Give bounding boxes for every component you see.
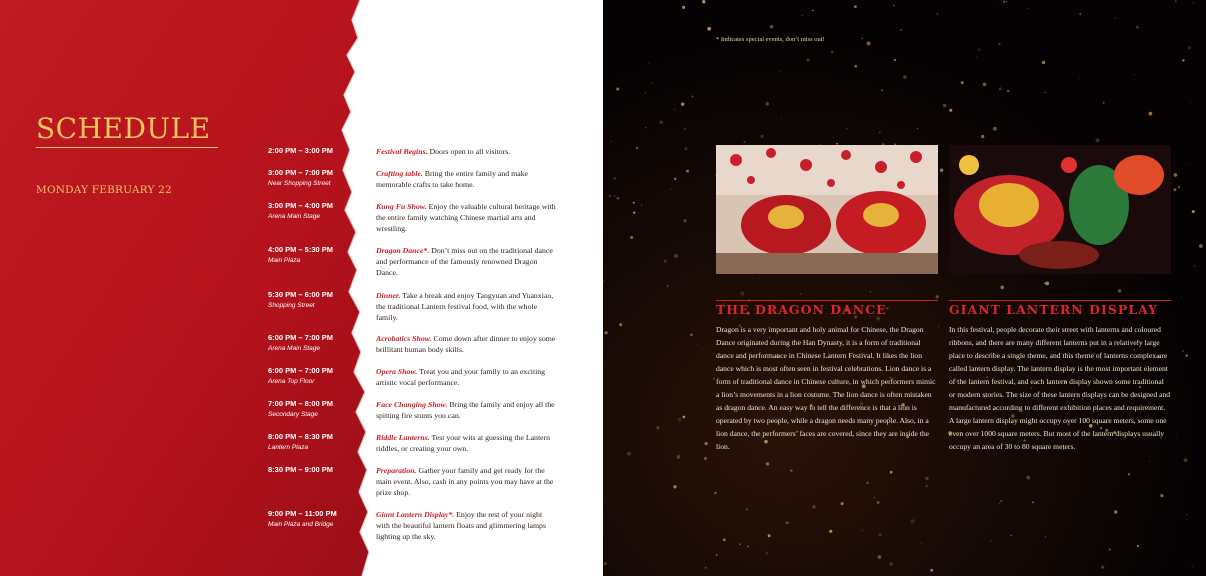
lantern-speck bbox=[879, 132, 881, 134]
lantern-speck bbox=[1003, 1, 1005, 3]
lantern-speck bbox=[674, 178, 676, 180]
event-description bbox=[376, 509, 556, 542]
lantern-speck bbox=[879, 533, 882, 536]
lantern-speck bbox=[1182, 350, 1184, 352]
lantern-speck bbox=[744, 141, 746, 143]
time-text: 6:00 PM – 7:00 PM bbox=[268, 366, 334, 375]
section-divider bbox=[716, 300, 938, 301]
lantern-speck bbox=[1191, 566, 1193, 568]
lantern-speck bbox=[604, 331, 607, 334]
lantern-speck bbox=[1199, 244, 1203, 248]
lantern-speck bbox=[707, 27, 711, 31]
time-text: 2:00 PM – 3:00 PM bbox=[268, 146, 334, 155]
title-divider bbox=[36, 147, 218, 148]
lantern-speck bbox=[627, 452, 631, 456]
lantern-speck bbox=[746, 508, 748, 510]
section-divider bbox=[949, 300, 1171, 301]
lantern-speck bbox=[1007, 90, 1010, 93]
time-entry bbox=[268, 509, 378, 528]
lantern-speck bbox=[636, 147, 638, 149]
lantern-speck bbox=[613, 177, 616, 180]
event-name: Giant Lantern Display*. bbox=[376, 510, 455, 519]
lantern-speck bbox=[763, 550, 764, 551]
lantern-speck bbox=[1079, 13, 1081, 15]
event-description bbox=[376, 146, 556, 157]
lantern-speck bbox=[997, 4, 998, 5]
event-text: Gather your family and get ready for the main event. Also, cash in any points you may have at the prize shop. bbox=[376, 466, 554, 497]
lantern-speck bbox=[1118, 289, 1121, 292]
lantern-speck bbox=[1186, 355, 1188, 357]
time-entry bbox=[268, 168, 378, 187]
lantern-speck bbox=[678, 418, 682, 422]
lantern-speck bbox=[740, 291, 744, 295]
time-text: 6:00 PM – 7:00 PM bbox=[268, 333, 334, 342]
lantern-speck bbox=[1109, 548, 1111, 550]
lantern-speck bbox=[999, 503, 1001, 505]
lantern-speck bbox=[704, 442, 707, 445]
location-text: Lantern Plaza bbox=[268, 444, 309, 451]
lantern-speck bbox=[1173, 188, 1176, 191]
event-description bbox=[376, 432, 556, 454]
lantern-speck bbox=[1178, 186, 1180, 188]
lantern-speck bbox=[667, 285, 669, 287]
event-name: Kung Fu Show. bbox=[376, 202, 427, 211]
lantern-speck bbox=[1136, 26, 1139, 29]
lantern-speck bbox=[664, 260, 667, 263]
time-entry bbox=[268, 201, 378, 220]
page-title: SCHEDULE bbox=[36, 112, 211, 145]
lantern-speck bbox=[1192, 210, 1195, 213]
event-name: Face Changing Show. bbox=[376, 400, 448, 409]
lantern-speck bbox=[936, 295, 939, 298]
lantern-speck bbox=[779, 71, 780, 72]
lantern-speck bbox=[890, 471, 893, 474]
event-name: Festival Begins. bbox=[376, 147, 428, 156]
event-name: Preparation. bbox=[376, 466, 417, 475]
lantern-speck bbox=[990, 540, 991, 541]
location-text: Near Shopping Street bbox=[268, 180, 331, 187]
lantern-speck bbox=[713, 378, 715, 380]
lantern-speck bbox=[813, 505, 816, 508]
lantern-speck bbox=[1000, 500, 1002, 502]
lantern-speck bbox=[940, 169, 943, 172]
lantern-speck bbox=[705, 567, 707, 569]
lantern-speck bbox=[831, 51, 833, 53]
lantern-speck bbox=[1134, 74, 1135, 75]
lantern-speck bbox=[903, 75, 907, 79]
event-text: Come down after dinner to enjoy some brillitant human body skills. bbox=[376, 334, 556, 354]
lantern-speck bbox=[1175, 435, 1176, 436]
lantern-speck bbox=[889, 562, 893, 566]
event-description bbox=[376, 290, 556, 323]
lantern-speck bbox=[983, 82, 987, 86]
lantern-speck bbox=[949, 109, 952, 112]
event-text: Test your wits at guessing the Lantern riddles, or creating your own. bbox=[376, 433, 551, 453]
lantern-speck bbox=[786, 521, 789, 524]
lantern-speck bbox=[641, 204, 643, 206]
location-text: Arena Main Stage bbox=[268, 345, 321, 352]
time-text: 4:00 PM – 5:30 PM bbox=[268, 245, 334, 254]
special-events-note: * Indicates special events, don’t miss out! bbox=[716, 36, 825, 43]
lantern-speck bbox=[614, 195, 615, 196]
event-name: Dinner. bbox=[376, 291, 401, 300]
time-text: 5:30 PM – 6:00 PM bbox=[268, 290, 334, 299]
time-entry bbox=[268, 290, 378, 309]
lantern-speck bbox=[696, 344, 697, 345]
lantern-speck bbox=[714, 492, 716, 494]
lantern-speck bbox=[999, 87, 1002, 90]
location-text: Secondary Stage bbox=[268, 411, 318, 418]
location-text: Main Plaza and Bridge bbox=[268, 521, 334, 528]
event-text: Don’t miss out on the traditional dance and performance of the famously renowned Dragon Dance. bbox=[376, 246, 553, 277]
event-text: Enjoy the valuable cultural heritage with the entire family watching Chinese martial arts and wrestling. bbox=[376, 202, 556, 233]
lantern-speck bbox=[866, 482, 868, 484]
lantern-speck bbox=[938, 326, 939, 327]
lantern-speck bbox=[674, 109, 676, 111]
event-text: Doors open to all visitors. bbox=[427, 147, 511, 156]
lantern-speck bbox=[900, 29, 902, 31]
lantern-speck bbox=[878, 555, 882, 559]
time-entry bbox=[268, 333, 378, 352]
lantern-speck bbox=[976, 57, 977, 58]
lantern-speck bbox=[993, 127, 997, 131]
lantern-speck bbox=[674, 254, 678, 258]
lantern-speck bbox=[1114, 510, 1117, 513]
lantern-speck bbox=[723, 538, 726, 541]
lantern-speck bbox=[893, 5, 894, 6]
lantern-speck bbox=[861, 530, 862, 531]
lantern-speck bbox=[1011, 535, 1012, 536]
lantern-speck bbox=[649, 507, 650, 508]
lantern-speck bbox=[617, 197, 620, 200]
dragon-dance-photo bbox=[716, 145, 938, 274]
lantern-speck bbox=[829, 530, 832, 533]
lantern-speck bbox=[766, 102, 770, 106]
lantern-speck bbox=[652, 82, 653, 83]
event-name: Dragon Dance*. bbox=[376, 246, 430, 255]
time-text: 7:00 PM – 8:00 PM bbox=[268, 399, 334, 408]
lantern-speck bbox=[802, 15, 803, 16]
lantern-speck bbox=[1042, 61, 1045, 64]
lantern-speck bbox=[1181, 296, 1182, 297]
lantern-speck bbox=[660, 121, 663, 124]
lantern-speck bbox=[611, 141, 612, 142]
lantern-speck bbox=[630, 236, 633, 239]
lantern-speck bbox=[812, 10, 814, 12]
lantern-speck bbox=[747, 546, 749, 548]
lantern-speck bbox=[930, 569, 933, 572]
lantern-speck bbox=[608, 194, 611, 197]
location-text: Shopping Street bbox=[268, 302, 315, 309]
location-text: Main Plaza bbox=[268, 257, 301, 264]
event-description bbox=[376, 366, 556, 388]
lantern-speck bbox=[976, 82, 977, 83]
event-text: Take a break and enjoy Tangyuan and Yuanxiao, the traditional Lantern festival food, with the whole family. bbox=[376, 291, 554, 322]
lantern-speck bbox=[1045, 536, 1046, 537]
lantern-speck bbox=[921, 543, 922, 544]
lantern-speck bbox=[670, 188, 671, 189]
lantern-speck bbox=[682, 416, 685, 419]
time-text: 3:00 PM – 4:00 PM bbox=[268, 201, 334, 210]
info-page bbox=[603, 0, 1206, 576]
lantern-speck bbox=[1103, 102, 1105, 104]
lantern-speck bbox=[911, 519, 915, 523]
event-description bbox=[376, 245, 556, 278]
lantern-speck bbox=[633, 202, 635, 204]
time-text: 8:00 PM – 8:30 PM bbox=[268, 432, 334, 441]
lantern-speck bbox=[645, 92, 646, 93]
lantern-speck bbox=[604, 562, 607, 565]
lantern-speck bbox=[682, 6, 685, 9]
lantern-speck bbox=[841, 502, 844, 505]
time-entry bbox=[268, 366, 378, 385]
lantern-speck bbox=[894, 59, 896, 61]
lantern-speck bbox=[690, 334, 693, 337]
lantern-speck bbox=[1096, 138, 1100, 142]
lantern-sky-background bbox=[603, 0, 1206, 576]
lantern-speck bbox=[1026, 476, 1030, 480]
lantern-speck bbox=[739, 543, 741, 545]
event-text: Enjoy the rest of your night with the beautiful lantern floats and glimmering lamps lighting up the sky. bbox=[376, 510, 546, 541]
lantern-speck bbox=[846, 128, 848, 130]
lantern-speck bbox=[1115, 17, 1116, 18]
lantern-speck bbox=[648, 62, 649, 63]
lantern-speck bbox=[800, 293, 801, 294]
location-text: Arena Main Stage bbox=[268, 213, 321, 220]
location-text: Arena Top Floor bbox=[268, 378, 315, 385]
lantern-speck bbox=[619, 323, 622, 326]
lantern-speck bbox=[854, 5, 857, 8]
dragon-dance-heading: THE DRAGON DANCE bbox=[716, 302, 887, 317]
lantern-speck bbox=[877, 501, 880, 504]
lantern-speck bbox=[683, 219, 686, 222]
lantern-speck bbox=[1101, 565, 1104, 568]
lantern-speck bbox=[870, 291, 871, 292]
lantern-speck bbox=[790, 469, 792, 471]
lantern-speck bbox=[876, 317, 880, 321]
lantern-speck bbox=[1188, 46, 1191, 49]
lantern-speck bbox=[716, 554, 718, 556]
lantern-speck bbox=[780, 575, 781, 576]
lantern-speck bbox=[1045, 281, 1049, 285]
lantern-speck bbox=[673, 485, 676, 488]
lantern-speck bbox=[881, 89, 883, 91]
lantern-speck bbox=[1137, 545, 1139, 547]
lantern-speck bbox=[1000, 285, 1004, 289]
lantern-speck bbox=[867, 42, 871, 46]
lantern-speck bbox=[645, 127, 646, 128]
lantern-speck bbox=[1044, 92, 1045, 93]
lantern-speck bbox=[1190, 102, 1191, 103]
lantern-speck bbox=[684, 147, 687, 150]
lantern-speck bbox=[770, 25, 773, 28]
event-description bbox=[376, 168, 556, 190]
lantern-speck bbox=[1193, 2, 1194, 3]
lantern-speck bbox=[702, 0, 706, 3]
lantern-speck bbox=[761, 135, 764, 138]
event-text: Treat you and your family to an exciting artistic vocal performance. bbox=[376, 367, 546, 387]
time-entry bbox=[268, 146, 378, 155]
lantern-speck bbox=[781, 118, 782, 119]
lantern-speck bbox=[766, 552, 768, 554]
giant-lantern-heading: GIANT LANTERN DISPLAY bbox=[949, 302, 1159, 317]
lantern-speck bbox=[981, 135, 984, 138]
event-text: Bring the entire family and make memorable crafts to take home. bbox=[376, 169, 529, 189]
lantern-speck bbox=[1006, 1, 1007, 2]
giant-lantern-photo bbox=[949, 145, 1171, 274]
lantern-speck bbox=[1160, 494, 1163, 497]
event-description bbox=[376, 201, 556, 234]
lantern-speck bbox=[1174, 173, 1178, 177]
event-name: Acrobatics Show. bbox=[376, 334, 432, 343]
lantern-speck bbox=[704, 457, 707, 460]
lantern-speck bbox=[1032, 501, 1034, 503]
lantern-speck bbox=[686, 170, 689, 173]
lantern-speck bbox=[862, 38, 863, 39]
lantern-speck bbox=[998, 43, 1000, 45]
lantern-speck bbox=[854, 65, 857, 68]
schedule-date: MONDAY FEBRUARY 22 bbox=[36, 184, 172, 196]
lantern-speck bbox=[704, 21, 705, 22]
lantern-speck bbox=[684, 128, 686, 130]
lantern-speck bbox=[677, 455, 681, 459]
lantern-speck bbox=[1182, 59, 1184, 61]
time-text: 3:00 PM – 7:00 PM bbox=[268, 168, 334, 177]
time-entry bbox=[268, 399, 378, 418]
event-description bbox=[376, 465, 556, 498]
lantern-speck bbox=[936, 13, 938, 15]
time-entry bbox=[268, 465, 378, 474]
lantern-speck bbox=[926, 485, 928, 487]
dragon-dance-body: Dragon is a very important and holy animal for Chinese, the Dragon Dance originated during the Han Dynasty, it is a form of traditional dance and performance in Chinese Lantern Festival. It likes the lion dance which is most often seen in festival celebrations. Lion dance is a form of traditional dance in Chinese culture, in which performers mimic a lion’s movements in a lion costume. The lion dance is often mistaken as dragon dance. An easy way to tell the difference is that a lion is operated by two people, while a dragon needs many people. Also, in a lion dance, the performers’ faces are covered, since they are inside the lion. bbox=[716, 325, 936, 451]
lantern-speck bbox=[943, 104, 946, 107]
lantern-speck bbox=[873, 496, 875, 498]
time-entry bbox=[268, 245, 378, 264]
lantern-speck bbox=[1184, 458, 1188, 462]
lantern-speck bbox=[1175, 0, 1177, 2]
lantern-speck bbox=[917, 128, 918, 129]
lantern-speck bbox=[1186, 514, 1188, 516]
lantern-speck bbox=[1189, 164, 1190, 165]
lantern-speck bbox=[692, 96, 694, 98]
time-text: 8:30 PM – 9:00 PM bbox=[268, 465, 334, 474]
event-name: Riddle Lanterns. bbox=[376, 433, 430, 442]
lantern-speck bbox=[752, 278, 753, 279]
event-name: Opera Show. bbox=[376, 367, 418, 376]
giant-lantern-body: In this festival, people decorate their street with lanterns and coloured ribbons, and there are many different lanterns put in a relatively large place to describe a single theme, and this theme of lanterns complex are called lantern display. The lantern display is the most important element of the lantern festival, and each lantern display shown some traditional or modern stories. The size of these lantern displays can be designed and manufactured according to different exhibition places and requirement. A large lantern display might occupy over 100 square meters, some one even over 1000 square meters. But most of the lantern displays usually occupy an area of 30 to 80 square meters. bbox=[949, 325, 1171, 451]
lantern-speck bbox=[1128, 473, 1130, 475]
lantern-speck bbox=[978, 49, 980, 51]
lantern-speck bbox=[616, 87, 619, 90]
time-text: 9:00 PM – 11:00 PM bbox=[268, 509, 337, 518]
event-description bbox=[376, 333, 556, 355]
lantern-speck bbox=[1149, 112, 1153, 116]
event-text: Bring the family and enjoy all the spitting fire stunts you can. bbox=[376, 400, 555, 420]
lantern-speck bbox=[768, 534, 771, 537]
lantern-speck bbox=[633, 211, 635, 213]
lantern-speck bbox=[1079, 78, 1080, 79]
lantern-speck bbox=[656, 426, 659, 429]
lantern-speck bbox=[961, 81, 964, 84]
lantern-speck bbox=[1194, 266, 1195, 267]
lantern-speck bbox=[925, 477, 929, 481]
lantern-speck bbox=[1149, 461, 1150, 462]
event-name: Crafting table. bbox=[376, 169, 423, 178]
lantern-speck bbox=[1027, 8, 1028, 9]
lantern-speck bbox=[766, 462, 769, 465]
lantern-speck bbox=[807, 59, 810, 62]
time-entry bbox=[268, 432, 378, 451]
event-description bbox=[376, 399, 556, 421]
lantern-speck bbox=[681, 103, 684, 106]
